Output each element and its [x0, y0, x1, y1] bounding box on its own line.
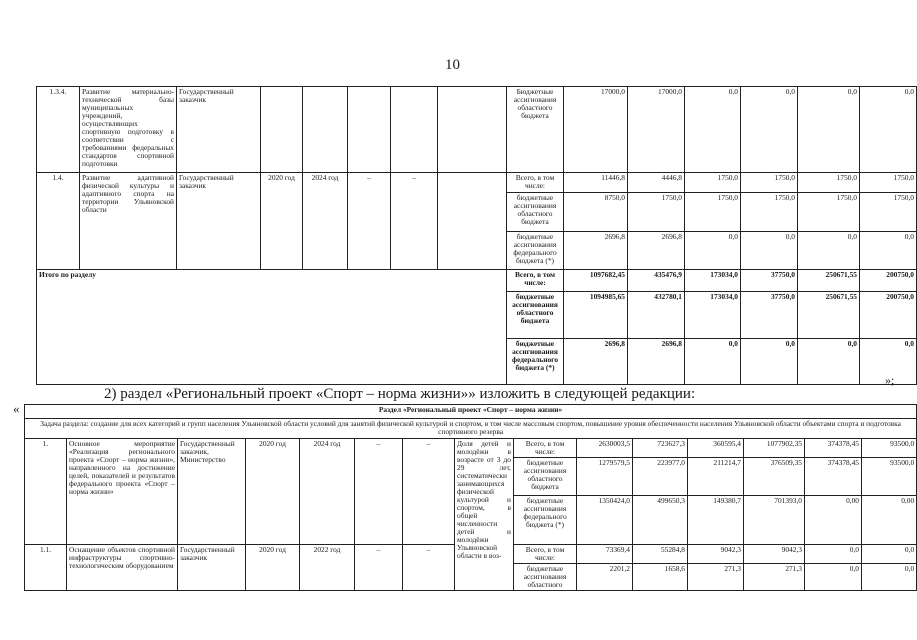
value-cell: 1750,0 — [860, 173, 917, 193]
value-cell: 2696,8 — [564, 339, 628, 385]
value-cell: 173034,0 — [685, 270, 741, 292]
value-cell: 37750,0 — [741, 292, 798, 339]
value-cell: 1077902,35 — [744, 439, 805, 458]
value-cell: 435476,9 — [628, 270, 685, 292]
value-cell: 2630003,5 — [577, 439, 633, 458]
value-cell: 73369,4 — [577, 545, 633, 564]
value-cell: 9042,3 — [744, 545, 805, 564]
value-cell: 360595,4 — [688, 439, 744, 458]
indicator-cell: – — [355, 439, 403, 545]
closing-quote: »; — [885, 373, 895, 387]
value-cell: 211214,7 — [688, 458, 744, 496]
target-indicator: Доля детей и молодёжи в возрасте от 3 до 29 лет, систематически занимающихся физической культурой и спортом, в общей численности детей и молодёжи Ульяновской области в воз- — [455, 439, 514, 591]
task-row — [25, 419, 917, 439]
value-cell: 0,0 — [741, 232, 798, 270]
finance-source: бюджетные ассигнования областного бюджета — [514, 458, 577, 496]
value-cell: 93500,0 — [862, 458, 917, 496]
value-cell: 0,0 — [862, 564, 917, 591]
value-cell: 374378,45 — [805, 458, 862, 496]
value-cell: 1350424,0 — [577, 496, 633, 545]
value-cell: 0,0 — [862, 545, 917, 564]
value-cell: 701393,0 — [744, 496, 805, 545]
value-cell: 2696,8 — [628, 232, 685, 270]
budget-table-continued — [36, 86, 917, 385]
indicator-cell: – — [348, 173, 391, 270]
value-cell: 1750,0 — [685, 173, 741, 193]
value-cell: 0,0 — [860, 232, 917, 270]
table-row — [25, 439, 917, 458]
value-cell: 0,0 — [860, 339, 917, 385]
indicator-value-cell: – — [391, 173, 438, 270]
value-cell: 432780,1 — [628, 292, 685, 339]
value-cell: 0,0 — [805, 545, 862, 564]
value-cell: 11446,8 — [564, 173, 628, 193]
customer: Государственный заказчик — [178, 545, 246, 591]
value-cell: 8750,0 — [564, 193, 628, 232]
table-row — [37, 87, 917, 173]
value-cell: 1750,0 — [741, 173, 798, 193]
value-cell: 1750,0 — [628, 193, 685, 232]
value-cell: 9042,3 — [688, 545, 744, 564]
value-cell: 723627,3 — [633, 439, 688, 458]
opening-quote: « — [13, 401, 20, 416]
finance-source: бюджетные ассигнования федерального бюджета (*) — [507, 232, 564, 270]
value-cell: 0,0 — [741, 87, 798, 173]
amendment-sentence: 2) раздел «Региональный проект «Спорт – норма жизни»» изложить в следующей редакции: — [104, 386, 696, 402]
value-cell: 223977,0 — [633, 458, 688, 496]
section-title-row — [25, 405, 917, 419]
start-year: 2020 год — [246, 545, 300, 591]
finance-source: Всего, в том числе: — [507, 270, 564, 292]
value-cell: 0,0 — [860, 87, 917, 173]
value-cell: 200750,0 — [860, 292, 917, 339]
section-title: Раздел «Региональный проект «Спорт – норма жизни» — [25, 405, 917, 419]
indicator-value-cell: – — [403, 439, 455, 545]
finance-source: бюджетные ассигнования федерального бюджета (*) — [507, 339, 564, 385]
finance-source: бюджетные ассигнования областного бюджета — [507, 193, 564, 232]
value-cell: 4446,8 — [628, 173, 685, 193]
value-cell: 271,3 — [744, 564, 805, 591]
customer: Государственный заказчик, Министерство — [178, 439, 246, 545]
value-cell: 0,0 — [685, 232, 741, 270]
customer: Государственный заказчик — [177, 87, 261, 173]
value-cell: 55284,8 — [633, 545, 688, 564]
value-cell: 250671,55 — [798, 292, 860, 339]
finance-source: Всего, в том числе: — [514, 439, 577, 458]
finance-source: Всего, в том числе: — [514, 545, 577, 564]
total-label: Итого по разделу — [37, 270, 507, 385]
section-task: Задача раздела: создание для всех категорий и групп населения Ульяновской области условий для занятий физической культурой и спортом, в том числе массовым спортом, повышение уровня обеспеченности населения Ульяновской области объектами спорта и подготовка спортивного резерва — [25, 419, 917, 439]
row-number: 1.3.4. — [37, 87, 80, 173]
finance-source: Бюджетные ассигнования областного бюджета — [507, 87, 564, 173]
value-cell: 17000,0 — [628, 87, 685, 173]
measure-name: Развитие адаптивной физической культуры и адаптивного спорта на территории Ульяновской области — [80, 173, 177, 270]
value-cell: 0,0 — [798, 339, 860, 385]
value-cell: 1750,0 — [798, 193, 860, 232]
budget-table-new-section — [24, 404, 917, 591]
row-number: 1. — [25, 439, 67, 545]
value-cell: 0,00 — [862, 496, 917, 545]
value-cell: 376509,35 — [744, 458, 805, 496]
value-cell: 0,0 — [805, 564, 862, 591]
customer: Государственный заказчик — [177, 173, 261, 270]
value-cell: 37750,0 — [741, 270, 798, 292]
value-cell: 499650,3 — [633, 496, 688, 545]
value-cell: 250671,55 — [798, 270, 860, 292]
value-cell: 0,0 — [685, 339, 741, 385]
value-cell: 1750,0 — [798, 173, 860, 193]
row-number: 1.1. — [25, 545, 67, 591]
value-cell: 2696,8 — [628, 339, 685, 385]
value-cell: 0,0 — [798, 87, 860, 173]
page-number: 10 — [445, 57, 460, 73]
value-cell: 1279579,5 — [577, 458, 633, 496]
value-cell: 0,0 — [798, 232, 860, 270]
value-cell: 1658,6 — [633, 564, 688, 591]
value-cell: 1750,0 — [860, 193, 917, 232]
total-row — [37, 270, 917, 292]
start-year: 2020 год — [261, 173, 303, 270]
finance-source: бюджетные ассигнования областного — [514, 564, 577, 591]
indicator-cell: – — [355, 545, 403, 591]
end-year: 2022 год — [300, 545, 355, 591]
measure-name: Оснащение объектов спортивной инфраструктуры спортивно-технологическим оборудованием — [67, 545, 178, 591]
measure-name: Развитие материально-технической базы муниципальных учреждений, осуществляющих спортивную подготовку в соответствии с требованиями федеральных стандартов спортивной подготовки — [80, 87, 177, 173]
end-year: 2024 год — [300, 439, 355, 545]
value-cell: 1094985,65 — [564, 292, 628, 339]
value-cell: 2201,2 — [577, 564, 633, 591]
value-cell: 0,00 — [805, 496, 862, 545]
value-cell: 1750,0 — [685, 193, 741, 232]
value-cell: 374378,45 — [805, 439, 862, 458]
table-row — [37, 173, 917, 193]
value-cell: 173034,0 — [685, 292, 741, 339]
value-cell: 93500,0 — [862, 439, 917, 458]
finance-source: бюджетные ассигнования федерального бюджета (*) — [514, 496, 577, 545]
value-cell: 1750,0 — [741, 193, 798, 232]
finance-source: бюджетные ассигнования областного бюджета — [507, 292, 564, 339]
indicator-value-cell: – — [403, 545, 455, 591]
value-cell: 0,0 — [685, 87, 741, 173]
finance-source: Всего, в том числе: — [507, 173, 564, 193]
value-cell: 200750,0 — [860, 270, 917, 292]
row-number: 1.4. — [37, 173, 80, 270]
value-cell: 17000,0 — [564, 87, 628, 173]
value-cell: 149380,7 — [688, 496, 744, 545]
start-year: 2020 год — [246, 439, 300, 545]
value-cell: 2696,8 — [564, 232, 628, 270]
value-cell: 0,0 — [741, 339, 798, 385]
end-year: 2024 год — [303, 173, 348, 270]
value-cell: 271,3 — [688, 564, 744, 591]
value-cell: 1097682,45 — [564, 270, 628, 292]
measure-name: Основное мероприятие «Реализация регионального проекта «Спорт – норма жизни», направленного на достижение целей, показателей и результатов федерального проекта «Спорт – норма жизни» — [67, 439, 178, 545]
